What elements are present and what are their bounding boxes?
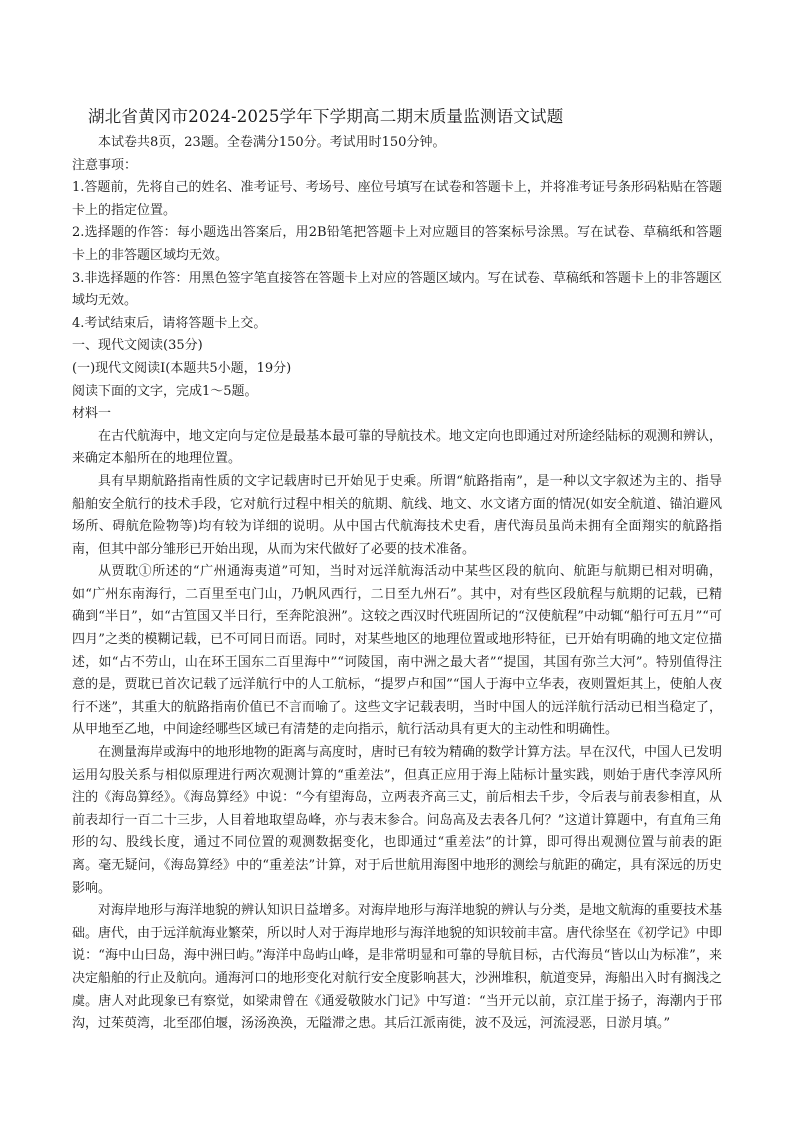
body-paragraph: 对海岸地形与海洋地貌的辨认知识日益增多。对海岸地形与海洋地貌的辨认与分类，是地文航海的重要技术基础。唐代，由于远洋航海业繁荣，所以时人对于海岸地形与海洋地貌的知识较前丰富。唐代徐坚在《初学记》中即说：“海中山曰岛，海中洲曰屿。”海洋中岛屿山峰，是非常明显和可靠的导航目标，古代海员“皆以山为标准”，来决定船舶的行止及航向。通海河口的地形变化对航行安全度影响甚大，沙洲堆积，航道变异，海船出入时有搁浅之虞。唐人对此现象已有察觉，如梁肃曾在《通爱敬陂水门记》中写道：“当开元以前，京江崖于扬子，海潮内于邗沟，过茱萸湾，北至邵伯堰，汤汤涣涣，无隘滞之患。其后江派南徙，波不及远，河流浸恶，日淤月填。” xyxy=(72,903,723,1032)
notes-heading: 注意事项： xyxy=(72,157,138,173)
body-paragraph: 具有早期航路指南性质的文字记载唐时已开始见于史乘。所谓“航路指南”，是一种以文字叙述为主的、指导船舶安全航行的技术手段，它对航行过程中相关的航期、航线、地文、水文诸方面的情况(如安全航道、锚泊避风场所、碍航危险物等)均有较为详细的说明。从中国古代航海技术史看，唐代海员虽尚未拥有全面翔实的航路指南，但其中部分雏形已开始出现，从而为宋代做好了必要的技术准备。 xyxy=(72,473,722,557)
material-one xyxy=(72,403,722,1036)
notes-block xyxy=(72,155,722,336)
subsection-heading: (一)现代文阅读Ⅰ(本题共5小题，19分) xyxy=(72,360,292,376)
note-item: 4.考试结束后，请将答题卡上交。 xyxy=(72,315,267,331)
body-paragraph: 在测量海岸或海中的地形地物的距离与高度时，唐时已有较为精确的数学计算方法。早在汉代，中国人已发明运用勾股关系与相似原理进行两次观测计算的“重差法”，但真正应用于海上陆标计量实践，则始于唐代李淳风所注的《海岛算经》。《海岛算经》中说：“今有望海岛，立两表齐高三丈，前后相去千步，令后表与前表参相直，从前表却行一百二十三步，人目着地取望岛峰，亦与表末参合。问岛高及去表各几何？”这道计算题中，有直角三角形的勾、股线长度，通过不同位置的观测数据变化，也即通过“重差法”的计算，即可得出观测位置与前表的距离。毫无疑问，《海岛算经》中的“重差法”计算，对于后世航用海图中地形的测绘与航距的确定，具有深远的历史影响。 xyxy=(72,745,723,896)
body-paragraph: 在古代航海中，地文定向与定位是最基本最可靠的导航技术。地文定向也即通过对所途经陆标的观测和辨认，来确定本船所在的地理位置。 xyxy=(72,428,723,467)
page-title: 湖北省黄冈市2024-2025学年下学期高二期末质量监测语文试题 xyxy=(88,107,564,126)
exam-intro: 本试卷共8页，23题。全卷满分150分。考试用时150分钟。 xyxy=(98,135,446,150)
material-label: 材料一 xyxy=(72,406,112,422)
instruction-text: 阅读下面的文字，完成1～5题。 xyxy=(72,383,258,399)
note-item: 3.非选择题的作答：用黑色签字笔直接答在答题卡上对应的答题区域内。写在试卷、草稿纸和答题卡上的非答题区域均无效。 xyxy=(72,270,722,309)
body-paragraph: 从贾耽①所述的“广州通海夷道”可知，当时对远洋航海活动中某些区段的航向、航距与航期已相对明确，如“广州东南海行，二百里至屯门山，乃帆风西行，二日至九州石”。其中，对有些区段航程与航期的记载，已精确到“半日”，如“古笪国又半日行，至奔陀浪洲”。这较之西汉时代班固所记的“汉使航程”中动辄“船行可五月”“可四月”之类的模糊记载，已不可同日而语。同时，对某些地区的地理位置或地形特征，已开始有明确的地文定位描述，如“占不劳山，山在环王国东二百里海中”“诃陵国，南中洲之最大者”“提国，其国有弥兰大河”。特别值得注意的是，贾耽已首次记载了远洋航行中的人工航标，“提罗卢和国”“国人于海中立华表，夜则置炬其上，使舶人夜行不迷”，其重大的航路指南价值已不言而喻了。这些文字记载表明，当时中国人的远洋航行活动已相当稳定了，从甲地至乙地，中间途经哪些区域已有清楚的走向指示，航行活动具有更大的主动性和明确性。 xyxy=(72,564,722,738)
section-reading xyxy=(72,335,722,403)
section-heading: 一、现代文阅读(35分) xyxy=(72,338,203,354)
note-item: 2.选择题的作答：每小题选出答案后，用2B铅笔把答题卡上对应题目的答案标号涂黑。写在试卷、草稿纸和答题卡上的非答题区域均无效。 xyxy=(72,225,722,263)
note-item: 1.答题前，先将自己的姓名、准考证号、考场号、座位号填写在试卷和答题卡上，并将准考证号条形码粘贴在答题卡上的指定位置。 xyxy=(72,180,722,218)
